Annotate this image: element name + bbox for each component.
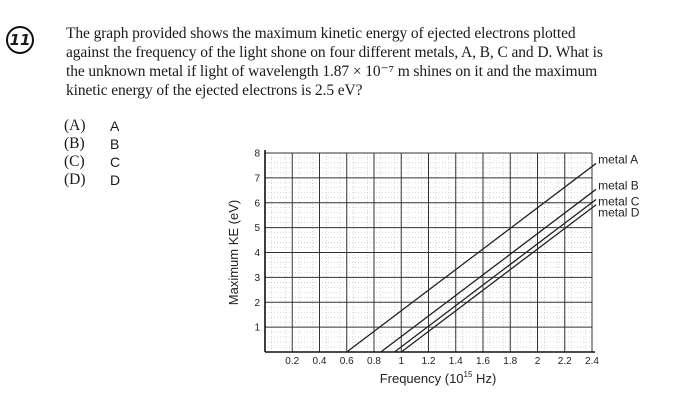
series-line (401, 205, 596, 352)
x-axis-label-unit: Hz) (472, 371, 497, 386)
y-tick-label: 2 (254, 297, 260, 309)
x-axis-label-text: Frequency (10 (379, 371, 464, 386)
question-line: kinetic energy of the ejected electrons is 2.5 eV? (66, 82, 363, 99)
x-tick-label: 1.4 (448, 356, 463, 367)
option-value: C (110, 154, 121, 170)
option-label: (D) (64, 171, 86, 188)
chart-series-labels (598, 152, 640, 219)
x-axis-label (380, 370, 497, 386)
x-tick-label: 0.6 (339, 356, 354, 367)
chart-grid (265, 150, 595, 352)
x-tick-label: 1.6 (476, 356, 490, 367)
x-tick-label: 1.8 (503, 356, 518, 367)
question-number: 11 (6, 26, 34, 54)
y-tick-label: 7 (254, 173, 260, 185)
x-axis-label-exponent: 15 (463, 370, 473, 379)
y-tick-label: 1 (254, 322, 260, 334)
chart-series-lines (347, 163, 596, 352)
x-tick-label: 2 (534, 356, 541, 367)
y-axis-label: Maximum KE (eV) (226, 199, 241, 306)
y-tick-label: 4 (254, 248, 260, 259)
x-tick-label: 1.2 (421, 356, 436, 367)
chart-tick-labels (254, 149, 599, 368)
question-line: The graph provided shows the maximum kinetic energy of ejected electrons plotted (66, 25, 576, 42)
series-line (347, 163, 596, 352)
question-line: against the frequency of the light shone on four different metals, A, B, C and D. What is (66, 44, 603, 61)
x-tick-label: 0.2 (285, 356, 300, 367)
x-tick-label: 1 (398, 356, 405, 367)
series-line (394, 200, 596, 352)
option-label: (B) (64, 135, 85, 152)
x-tick-label: 0.4 (312, 356, 327, 367)
y-tick-label: 6 (254, 198, 260, 210)
option-value: B (110, 136, 120, 152)
x-tick-label: 2.2 (557, 356, 572, 367)
series-label: metal A (598, 152, 639, 167)
x-tick-label: 0.8 (367, 356, 381, 367)
series-label: metal C (598, 194, 640, 209)
series-label: metal B (598, 178, 639, 193)
y-tick-label: 5 (254, 223, 260, 235)
option-label: (C) (64, 153, 85, 170)
option-value: D (110, 172, 121, 188)
option-value: A (110, 118, 120, 134)
question-line: the unknown metal if light of wavelength 1.87 × 10⁻⁷ m shines on it and the maximum (66, 63, 598, 80)
y-tick-label: 8 (254, 148, 260, 160)
y-tick-label: 3 (254, 272, 260, 284)
series-label: metal D (598, 205, 640, 220)
x-tick-label: 2.4 (585, 356, 599, 367)
option-label: (A) (64, 117, 86, 134)
